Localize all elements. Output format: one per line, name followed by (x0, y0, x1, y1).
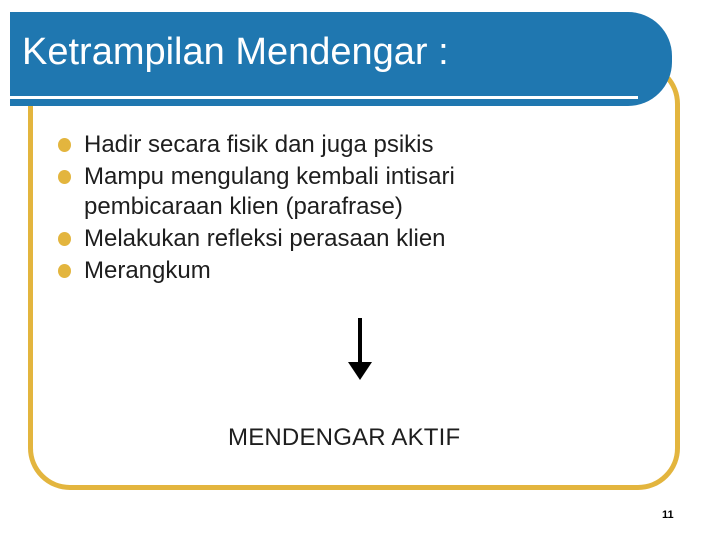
bullet-dot-icon (58, 264, 71, 278)
bullet-dot-icon (58, 138, 71, 152)
bullet-text: Merangkum (84, 257, 211, 284)
bullet-item (58, 130, 558, 160)
slide-title: Ketrampilan Mendengar : (22, 31, 449, 73)
bullet-text: Mampu mengulang kembali intisari pembicaraan klien (parafrase) (84, 163, 455, 220)
down-arrow-icon (344, 318, 376, 382)
bullet-text: Hadir secara fisik dan juga psikis (84, 131, 434, 158)
page-number: 11 (662, 509, 674, 521)
bullet-dot-icon (58, 170, 71, 184)
bullet-text: Melakukan refleksi perasaan klien (84, 225, 446, 252)
bullet-item (58, 162, 558, 222)
arrow-head (348, 362, 372, 380)
title-underline (10, 96, 638, 99)
arrow-shaft (358, 318, 362, 364)
bullet-dot-icon (58, 232, 71, 246)
bullet-item (58, 256, 558, 286)
bullet-list (58, 130, 558, 288)
bullet-item (58, 224, 558, 254)
conclusion-text: MENDENGAR AKTIF (228, 424, 461, 451)
